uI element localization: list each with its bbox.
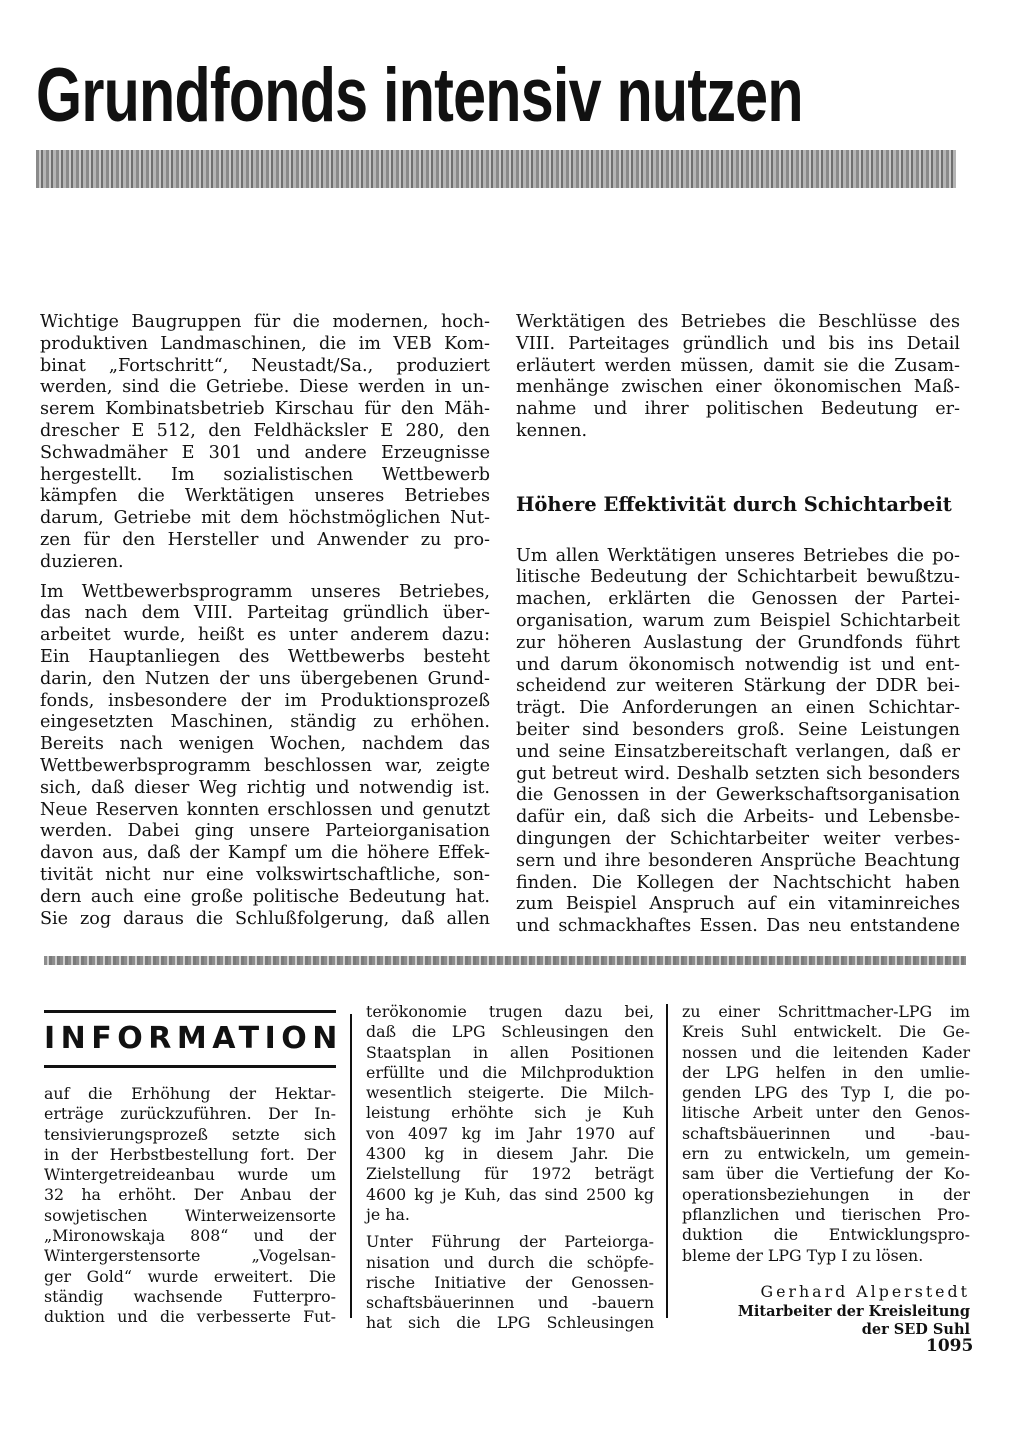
- text-line: sowjetischen Winterweizensorte: [44, 1205, 336, 1225]
- text-line: wesentlich steigerte. Die Milch-: [366, 1083, 654, 1103]
- text-line: leistung erhöhte sich je Kuh: [366, 1103, 654, 1123]
- title-underline-bar: [36, 150, 956, 188]
- info-column-1: [44, 1084, 336, 1328]
- text-line: zu einer Schrittmacher-LPG im: [682, 1002, 970, 1021]
- text-line: daß die LPG Schleusingen den: [366, 1022, 654, 1042]
- text-line: sern und ihre besonderen Ansprüche Beachtung: [516, 850, 960, 871]
- main-col2-paragraph-1: [516, 312, 960, 443]
- text-line: 4300 kg in diesem Jahr. Die: [366, 1144, 654, 1164]
- text-line: duktion die Entwicklungspro-: [682, 1225, 970, 1245]
- text-line: ern zu entwickeln, um gemein-: [682, 1144, 970, 1164]
- text-line: fonds, insbesondere der im Produktionsprozeß: [40, 690, 490, 711]
- text-line: Im Wettbewerbsprogramm unseres Betriebes,: [40, 581, 490, 602]
- text-line: erträge zurückzuführen. Der In-: [44, 1104, 336, 1124]
- column-divider-1: [350, 1014, 352, 1318]
- text-line: zum Beispiel Anspruch auf ein vitaminreiches: [516, 894, 960, 915]
- text-line: Ein Hauptanliegen des Wettbewerbs besteht: [40, 646, 490, 667]
- text-line: Unter Führung der Parteiorga-: [366, 1232, 654, 1252]
- text-line: auf die Erhöhung der Hektar-: [44, 1084, 336, 1103]
- text-line: binat „Fortschritt“, Neustadt/Sa., produziert: [40, 355, 490, 376]
- info-bottom-line: [44, 1065, 336, 1068]
- text-line: nahme und ihrer politischen Bedeutung er-: [516, 399, 960, 420]
- text-line: 32 ha erhöht. Der Anbau der: [44, 1185, 336, 1205]
- text-line: „Mironowskaja 808“ und der: [44, 1226, 336, 1246]
- text-line: dingungen der Schichtarbeiter weiter verbes-: [516, 828, 960, 849]
- text-line: Sie zog daraus die Schlußfolgerung, daß allen: [40, 908, 490, 929]
- info-column-3: [682, 1002, 970, 1339]
- author-role-line-2: der SED Suhl: [861, 1320, 970, 1338]
- text-line: darin, den Nutzen der uns übergebenen Grund-: [40, 668, 490, 689]
- text-line: kennen.: [516, 420, 588, 441]
- text-line: werden, sind die Getriebe. Diese werden in un-: [40, 377, 490, 398]
- text-line: machen, erklärten die Genossen der Partei-: [516, 589, 960, 610]
- text-line: erläutert werden müssen, damit sie die Zusam-: [516, 355, 960, 376]
- text-line: hat sich die LPG Schleusingen: [366, 1313, 654, 1333]
- text-line: drescher E 512, den Feldhäcksler E 280, den: [40, 420, 490, 441]
- text-line: arbeitet wurde, heißt es unter anderem dazu:: [40, 625, 490, 646]
- section-divider: [44, 956, 966, 965]
- text-line: duzieren.: [40, 551, 124, 572]
- section-heading: Höhere Effektivität durch Schichtarbeit: [516, 492, 952, 516]
- info-col2-paragraph-1: [366, 1002, 654, 1225]
- text-line: werden. Dabei ging unsere Parteiorganisation: [40, 821, 490, 842]
- text-line: 4600 kg je Kuh, das sind 2500 kg: [366, 1184, 654, 1204]
- text-line: und schmackhaftes Essen. Das neu entstandene: [516, 916, 960, 937]
- text-line: tensivierungsprozeß setzte sich: [44, 1124, 336, 1144]
- text-line: trägt. Die Anforderungen an einen Schichtar-: [516, 698, 960, 719]
- text-line: schaftsbäuerinnen und -bauern: [366, 1293, 654, 1313]
- text-line: dern auch eine große politische Bedeutung hat.: [40, 886, 490, 907]
- text-line: pflanzlichen und tierischen Pro-: [682, 1204, 970, 1224]
- text-line: ständig wachsende Futterpro-: [44, 1286, 336, 1306]
- text-line: VIII. Parteitages gründlich und bis ins Detail: [516, 333, 960, 354]
- text-line: sich, daß dieser Weg richtig und notwendig ist.: [40, 777, 490, 798]
- information-label: INFORMATION: [44, 1021, 343, 1056]
- main-column-2: [516, 312, 960, 938]
- text-line: organisation, warum zum Beispiel Schichtarbeit: [516, 610, 960, 631]
- text-line: gut betreut wird. Deshalb setzten sich besonders: [516, 763, 960, 784]
- text-line: schaftsbäuerinnen und -bau-: [682, 1123, 970, 1143]
- text-line: sam über die Vertiefung der Ko-: [682, 1164, 970, 1184]
- text-line: erfüllte und die Milchproduktion: [366, 1062, 654, 1082]
- main-col1-paragraph-2: [40, 582, 490, 931]
- info-col1-paragraph: [44, 1084, 336, 1328]
- text-line: litische Bedeutung der Schichtarbeit bewußtzu-: [516, 567, 960, 588]
- text-line: beiter sind besonders groß. Seine Leistungen: [516, 719, 960, 740]
- text-line: Wichtige Baugruppen für die modernen, hoch-: [40, 312, 490, 332]
- main-column-1: [40, 312, 490, 930]
- column-divider-2: [666, 1004, 668, 1318]
- text-line: nisation und durch die schöpfe-: [366, 1252, 654, 1272]
- text-line: scheidend zur weiteren Stärkung der DDR bei-: [516, 676, 960, 697]
- text-line: davon aus, daß der Kampf um die höhere Effek-: [40, 843, 490, 864]
- text-line: terökonomie trugen dazu bei,: [366, 1002, 654, 1021]
- info-column-2: [366, 1002, 654, 1334]
- text-line: produktiven Landmaschinen, die im VEB Kom-: [40, 333, 490, 354]
- author-role-line-1: Mitarbeiter der Kreisleitung: [737, 1302, 970, 1320]
- text-line: tivität nicht nur eine volkswirtschaftliche, son-: [40, 864, 490, 885]
- text-line: serem Kombinatsbetrieb Kirschau für den Mäh-: [40, 399, 490, 420]
- text-line: eingesetzten Maschinen, ständig zu erhöhen.: [40, 712, 490, 733]
- text-line: litische Arbeit unter den Genos-: [682, 1103, 970, 1123]
- text-line: nossen und die leitenden Kader: [682, 1042, 970, 1062]
- text-line: je ha.: [366, 1204, 410, 1224]
- author-signature: Gerhard Alperstedt: [760, 1281, 970, 1301]
- info-col3-paragraph: [682, 1002, 970, 1266]
- main-col2-paragraph-2: [516, 546, 960, 938]
- text-line: Staatsplan in allen Positionen: [366, 1042, 654, 1062]
- text-line: finden. Die Kollegen der Nachtschicht haben: [516, 872, 960, 893]
- text-line: genden LPG des Typ I, die po-: [682, 1083, 970, 1103]
- text-line: Schwadmäher E 301 und andere Erzeugnisse: [40, 442, 490, 463]
- text-line: Wintergetreideanbau wurde um: [44, 1165, 336, 1185]
- text-line: in der Herbstbestellung fort. Der: [44, 1144, 336, 1164]
- main-col1-paragraph-1: [40, 312, 490, 574]
- text-line: zen für den Hersteller und Anwender zu pro-: [40, 529, 490, 550]
- text-line: Werktätigen des Betriebes die Beschlüsse des: [516, 312, 960, 332]
- text-line: das nach dem VIII. Parteitag gründlich über-: [40, 603, 490, 624]
- text-line: der LPG helfen in den umlie-: [682, 1062, 970, 1082]
- text-line: die Genossen in der Gewerkschaftsorganisation: [516, 785, 960, 806]
- text-line: dafür ein, daß sich die Arbeits- und Lebensbe-: [516, 807, 960, 828]
- text-line: Zielstellung für 1972 beträgt: [366, 1164, 654, 1184]
- text-line: menhänge zwischen einer ökonomischen Maß-: [516, 377, 960, 398]
- text-line: und seine Einsatzbereitschaft verlangen, daß er: [516, 741, 960, 762]
- text-line: operationsbeziehungen in der: [682, 1184, 970, 1204]
- text-line: kämpfen die Werktätigen unseres Betriebes: [40, 486, 490, 507]
- article-title: Grundfonds intensiv nutzen: [36, 53, 803, 138]
- text-line: hergestellt. Im sozialistischen Wettbewerb: [40, 464, 490, 485]
- text-line: Neue Reserven konnten erschlossen und genutzt: [40, 799, 490, 820]
- text-line: Wintergerstensorte „Vogelsan-: [44, 1246, 336, 1266]
- text-line: duktion und die verbesserte Fut-: [44, 1307, 336, 1327]
- page-number: 1095: [926, 1336, 974, 1356]
- text-line: Wettbewerbsprogramm beschlossen war, zeigte: [40, 755, 490, 776]
- text-line: von 4097 kg im Jahr 1970 auf: [366, 1123, 654, 1143]
- text-line: Bereits nach wenigen Wochen, nachdem das: [40, 734, 490, 755]
- info-col2-paragraph-2: [366, 1232, 654, 1333]
- information-box: [44, 1010, 343, 1068]
- text-line: zur höheren Auslastung der Grundfonds führt: [516, 632, 960, 653]
- text-line: ger Gold“ wurde erweitert. Die: [44, 1266, 336, 1286]
- text-line: darum, Getriebe mit dem höchstmöglichen Nut-: [40, 508, 490, 529]
- text-line: Kreis Suhl entwickelt. Die Ge-: [682, 1022, 970, 1042]
- text-line: rische Initiative der Genossen-: [366, 1272, 654, 1292]
- text-line: Um allen Werktätigen unseres Betriebes die po-: [516, 545, 960, 566]
- text-line: und darum ökonomisch notwendig ist und ent-: [516, 654, 960, 675]
- info-top-line: [44, 1010, 336, 1013]
- text-line: bleme der LPG Typ I zu lösen.: [682, 1245, 924, 1265]
